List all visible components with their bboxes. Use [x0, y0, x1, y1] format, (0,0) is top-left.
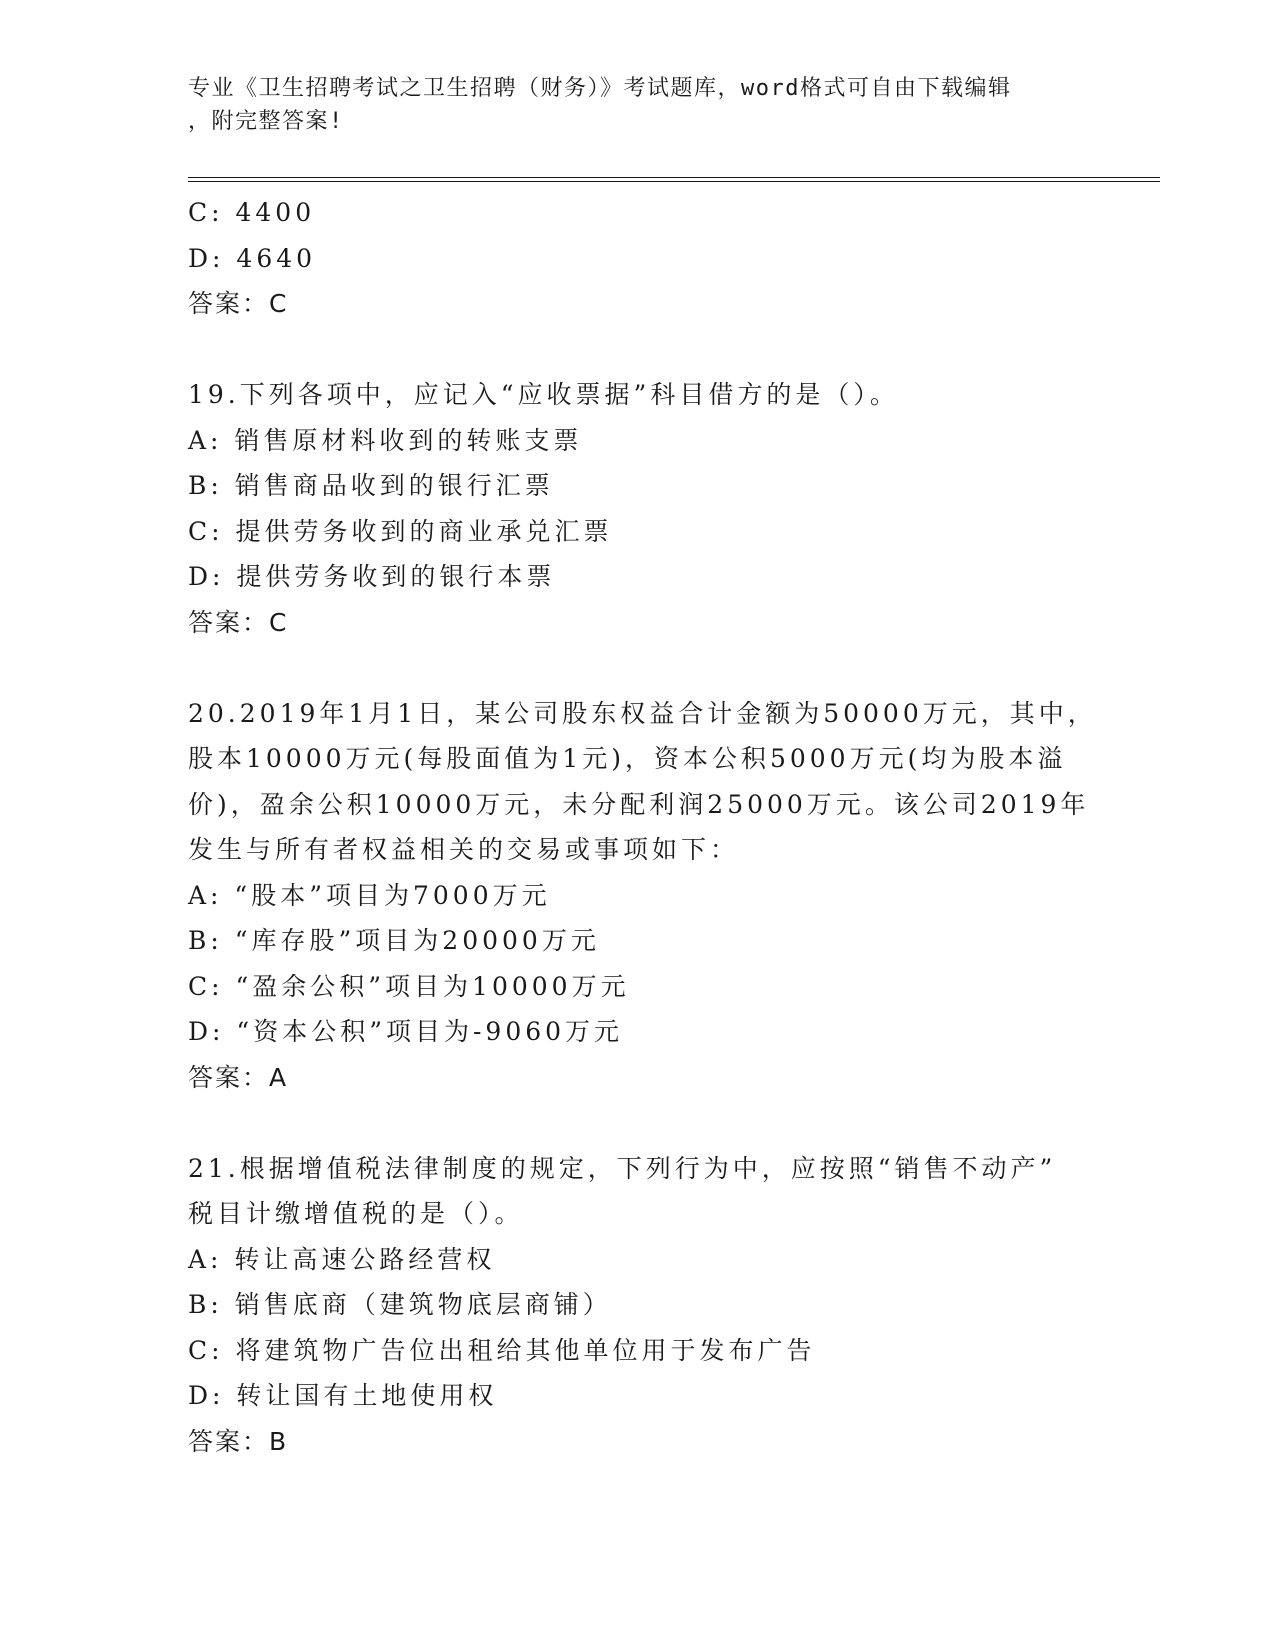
option-a: A: 销售原材料收到的转账支票: [188, 425, 583, 455]
answer: 答案：A: [188, 1062, 289, 1092]
question-stem-line: 价)，盈余公积10000万元，未分配利润25000万元。该公司2019年: [188, 789, 1090, 819]
answer: 答案：C: [188, 607, 289, 637]
document-header: [188, 72, 1068, 138]
option-d: D: 转让国有土地使用权: [188, 1381, 498, 1410]
header-line-1: 专业《卫生招聘考试之卫生招聘（财务）》考试题库，word格式可自由下载编辑: [188, 76, 1012, 101]
spacer: [188, 327, 1088, 373]
question-21: [188, 1146, 1088, 1465]
header-line-2: ，附完整答案!: [188, 109, 344, 134]
header-rule-bottom: [188, 181, 1160, 182]
option-a: A: 转让高速公路经营权: [188, 1244, 496, 1274]
question-stem-line: 发生与所有者权益相关的交易或事项如下：: [188, 835, 740, 864]
answer: 答案：C: [188, 289, 289, 318]
question-stem-line: 20.2019年1月1日，某公司股东权益合计金额为50000万元，其中，: [188, 698, 1097, 728]
answer: 答案：B: [188, 1426, 289, 1456]
question-stem-line: 股本10000万元(每股面值为1元)，资本公积5000万元(均为股本溢: [188, 744, 1067, 773]
option-d: D: “资本公积”项目为-9060万元: [188, 1017, 624, 1046]
option-b: B: “库存股”项目为20000万元: [188, 926, 600, 955]
question-stem: 19.下列各项中，应记入“应收票据”科目借方的是（）。: [188, 380, 899, 409]
option-b: B: 销售商品收到的银行汇票: [188, 471, 554, 500]
option-c: C: 提供劳务收到的商业承兑汇票: [188, 516, 613, 546]
header-rule-top: [188, 177, 1160, 178]
option-d: D: 提供劳务收到的银行本票: [188, 562, 556, 591]
question-stem-line: 税目计缴增值税的是（）。: [188, 1199, 524, 1228]
option-a: A: “股本”项目为7000万元: [188, 880, 551, 910]
option-b: B: 销售底商（建筑物底层商铺）: [188, 1290, 612, 1319]
question-19: [188, 372, 1088, 645]
option-c: C: 4400: [188, 198, 316, 227]
spacer: [188, 1100, 1088, 1146]
question-stem-line: 21.根据增值税法律制度的规定，下列行为中，应按照“销售不动产”: [188, 1153, 1057, 1183]
option-c: C: “盈余公积”项目为10000万元: [188, 971, 630, 1001]
question-18: [188, 190, 1088, 327]
question-20: [188, 691, 1097, 1101]
option-d: D: 4640: [188, 243, 317, 273]
option-c: C: 将建筑物广告位出租给其他单位用于发布广告: [188, 1335, 816, 1365]
question-list: [188, 190, 1097, 1464]
spacer: [188, 645, 1088, 691]
